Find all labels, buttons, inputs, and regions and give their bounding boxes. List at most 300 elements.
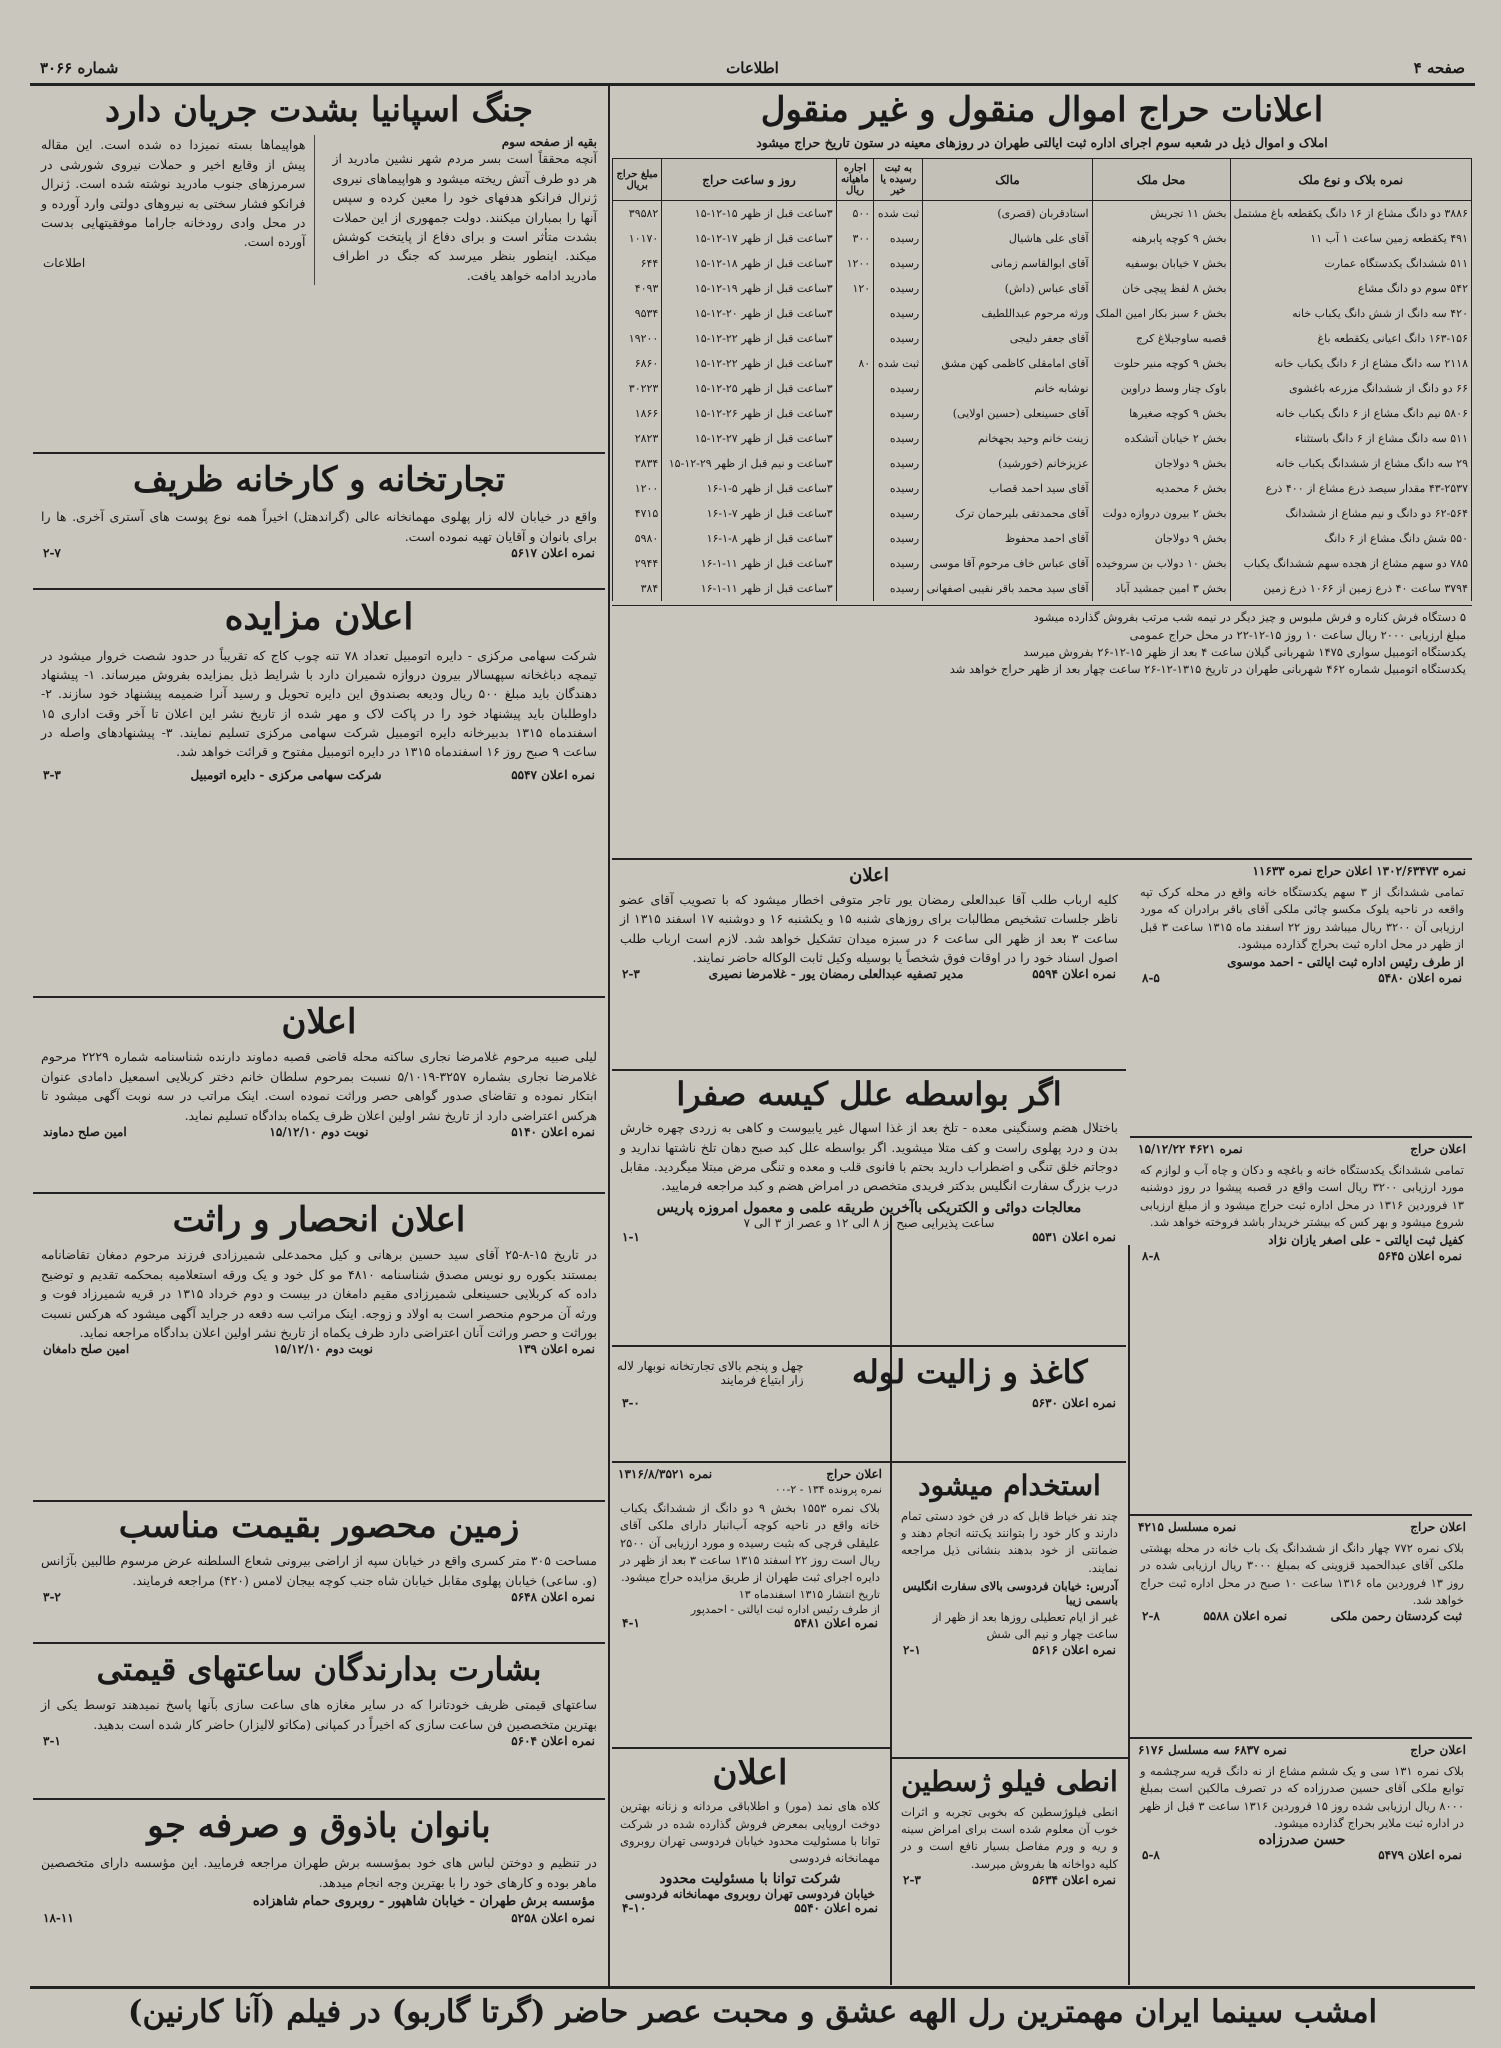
auction-header: اجاره ماهیانه ریال <box>836 159 874 201</box>
auction-cell: رسیده <box>874 301 923 326</box>
issue-number: ۳-۳ <box>43 767 61 782</box>
auction-cell: ۲۸۲۳ <box>613 426 662 451</box>
issue-number: ۵-۸ <box>1142 1848 1160 1862</box>
haraj-mid-date: تاریخ انتشار ۱۳۱۵ اسفندماه ۱۳ <box>738 1588 880 1602</box>
haraj-r3-footer <box>1132 1609 1472 1623</box>
ad-number: نمره اعلان ۵۵۳۱ <box>1032 1229 1116 1244</box>
auction-cell <box>836 526 874 551</box>
auction-cell: ۳۸۳۴ <box>613 451 662 476</box>
tajer-ad <box>33 456 605 586</box>
auction-cell <box>836 301 874 326</box>
auction-cell: ۲۹۴۴ <box>613 551 662 576</box>
auction-cell: ۱۲۰۰ <box>613 476 662 501</box>
column-divider-right <box>1128 1245 1130 1985</box>
auction-cell: آقای سید محمد باقر نقیبی اصفهانی <box>923 576 1092 601</box>
ad-number: نمره اعلان ۵۶۰۴ <box>511 1733 595 1748</box>
auction-cell: آقای ابوالقاسم زمانی <box>923 251 1092 276</box>
rule <box>33 452 605 454</box>
elan1-ad <box>33 1000 605 1190</box>
auction-row <box>613 501 1472 526</box>
safra-clinic: معالجات دوائی و الکتریکی باآخرین طریقه علمی و معمول امروزه پاریس <box>656 1199 1082 1216</box>
auction-cell: رسیده <box>874 251 923 276</box>
ad-number: نمره اعلان ۵۶۴۵ <box>1378 1249 1462 1263</box>
auction-cell: بخش ۹ کوچه منیر حلوت <box>1092 351 1230 376</box>
auction-header: نمره بلاک و نوع ملک <box>1230 159 1471 201</box>
auction-cell: آقای احمد محفوظ <box>923 526 1092 551</box>
rule <box>33 1798 605 1800</box>
auction-cell: عزیزخانم (خورشید) <box>923 451 1092 476</box>
auction-cell: ۵۱۱ ششدانگ یکدستگاه عمارت <box>1230 251 1471 276</box>
auction-rows <box>613 201 1472 602</box>
auction-cell: ۵۴۲ سوم دو دانگ مشاع <box>1230 276 1471 301</box>
paper-name: اطلاعات <box>726 59 779 77</box>
mozayede-ad <box>33 592 605 992</box>
auction-note: ۵ دستگاه فرش کناره و فرش ملبوس و چیز دیگر در نیمه شب مرتب بفروش گذارده میشود <box>1033 610 1466 625</box>
beshart-text: ساعتهای قیمتی ظریف خودتانرا که در سایر مغازه های ساعت سازی بآنها پاسخ نمیدهند توسط یکی از بهترین متخصصین فن ساعت سازی که اخیراً در کمپانی (مکاتو لالیزار) حاضر کار شده است بدهید. <box>41 1697 597 1732</box>
enhesar-footer <box>33 1342 605 1356</box>
elan-tabib-footer <box>612 967 1126 981</box>
ad-number: نمره اعلان ۵۵۴۷ <box>511 767 595 782</box>
auction-cell <box>836 426 874 451</box>
spain-col2: هواپیماها بسته نمیزدا ده شده است. این مقاله پیش از وقایع اخیر و حملات نیروی شورشی در سرمرزهای جنوب مادرید نوشته شده است. ژنرال فرانکو فشار سختی به نیروهای دولتی وارد آورده و در محل وادی رودخانه جاراما موفقیتهایی بدست آورده است. <box>41 137 306 250</box>
haraj-r2-title: اعلان حراج <box>1410 1142 1466 1156</box>
haraj-r1-footer <box>1132 971 1472 985</box>
auction-cell: ۳ساعت قبل از ظهر ۲۶-۱۲-۱۵ <box>662 401 836 426</box>
auction-cell: بخش ۸ لفظ پیچی خان <box>1092 276 1230 301</box>
haraj-r1-text: تمامی ششدانگ از ۳ سهم یکدستگاه خانه واقع در محله کرک تپه واقعه در ناحیه یلوک مکسو چائی ملکی آقای باقر برادران که مورد ارزیابی آن ۳۲۰۰ ریال میباشد روز ۲۲ اسفند ماه ۱۳۱۵ ساعت ۳ قبل از ظهر در محل اداره ثبت بحراج گذارده میشود. <box>1140 885 1464 951</box>
auction-cell: آقای جعفر دلیجی <box>923 326 1092 351</box>
elan1-title: اعلان <box>281 1002 357 1042</box>
issue-number: ۲-۷ <box>43 546 61 561</box>
rule <box>612 1461 1126 1463</box>
elan-tabib-text: کلیه ارباب طلب آقا عبدالعلی رمضان یور تاجر متوفی اخطار میشود که با تصویب آقای عضو ناظر جلسات تشخیص مطالبات برای روزهای شنبه ۱۵ و یکشنبه ۱۶ و دوشنبه ۱۷ اسفند ۱۳۱۵ از ساعت ۳ بعد از ظهر الی ساعت ۶ در سبزه میدان تشکیل خواهد شد. لازم است ارباب طلب اصول اسناد خود را در اوقات فوق شخصاً یا بوسیله وکیل ثابت الوکاله حاضر نمایند. <box>620 891 1119 965</box>
auction-subtitle: املاک و اموال ذیل در شعبه سوم اجرای اداره ثبت ایالتی طهران در روزهای معینه در ستون تاریخ حراج میشود <box>756 135 1328 151</box>
auction-cell: ۳۰۲۲۳ <box>613 376 662 401</box>
auction-cell: ۶۸۶۰ <box>613 351 662 376</box>
ad-number: نمره اعلان ۵۱۴۰ <box>511 1124 595 1139</box>
issue-number: ۴-۱۰ <box>622 1901 647 1916</box>
auction-cell: ۳ساعت و نیم قبل از ظهر ۲۹-۱۲-۱۵ <box>662 451 836 476</box>
auction-row <box>613 326 1472 351</box>
rule <box>33 996 605 998</box>
auction-row <box>613 401 1472 426</box>
auction-cell: بخش ۱۰ دولاب بن سروخیده <box>1092 551 1230 576</box>
auction-cell <box>836 451 874 476</box>
auction-cell: ۶۲-۵۶۴ دو دانگ و نیم مشاع از ششدانگ <box>1230 501 1471 526</box>
haraj-r4-footer <box>1132 1848 1472 1862</box>
auction-cell: رسیده <box>874 401 923 426</box>
beshart-title: بشارت بدارندگان ساعتهای قیمتی <box>96 1650 542 1688</box>
auction-cell: ثبت شده <box>874 201 923 227</box>
issue-label: شماره ۳۰۶۶ <box>40 59 119 77</box>
auction-cell: ۴۷۱۵ <box>613 501 662 526</box>
auction-cell: ۲۱۱۸ سه دانگ مشاع از ۶ دانگ یکباب خانه <box>1230 351 1471 376</box>
auction-header: به ثبت رسیده یا خیر <box>874 159 923 201</box>
haraj-r2-signer: کفیل ثبت ایالتی - علی اصغر یازان نژاد <box>1268 1233 1464 1247</box>
rule <box>612 1747 890 1749</box>
auction-row <box>613 251 1472 276</box>
auction-cell: استادقربان (قصری) <box>923 201 1092 227</box>
haraj-r4-code: نمره ۶۸۳۷ سه مسلسل ۶۱۷۶ <box>1138 1743 1287 1757</box>
haraj-mid-sub: نمره پرونده ۱۳۴ - ۲-۰۰ <box>774 1483 882 1496</box>
haraj-r3-ad <box>1132 1518 1472 1733</box>
auction-cell: ۱۲۰۰ <box>836 251 874 276</box>
auction-row <box>613 376 1472 401</box>
ad-number: نمره اعلان ۵۶۱۶ <box>1032 1643 1116 1658</box>
auction-cell <box>836 501 874 526</box>
tajer-text: واقع در خیابان لاله زار پهلوی مهمانخانه عالی (گراندهتل) اخیراً همه نوع پوست های آستری آخری. ها را برای بانوان و آقایان تهیه نموده است. <box>41 509 597 544</box>
auction-cell: ۱۹۲۰۰ <box>613 326 662 351</box>
auction-cell: رسیده <box>874 326 923 351</box>
issue-number: نوبت دوم ۱۵/۱۲/۱۰ <box>269 1124 369 1139</box>
auction-cell: بخش ۹ کوچه صغیرها <box>1092 401 1230 426</box>
haraj-r2-code: نمره ۴۶۲۱ ۱۵/۱۲/۲۲ <box>1138 1142 1243 1156</box>
auction-row <box>613 551 1472 576</box>
auction-cell: ۳۰۰ <box>836 226 874 251</box>
elan1-footer <box>33 1125 605 1139</box>
auction-cell: ۵۹۸۰ <box>613 526 662 551</box>
auction-cell: ۱۸۶۶ <box>613 401 662 426</box>
rule <box>33 588 605 590</box>
auction-cell: ۵۸۰۶ نیم دانگ مشاع از ۶ دانگ یکباب خانه <box>1230 401 1471 426</box>
auction-cell: آقای سید احمد قصاب <box>923 476 1092 501</box>
auction-notes <box>612 605 1472 678</box>
auction-cell: ۳ساعت قبل از ظهر ۲۲-۱۲-۱۵ <box>662 326 836 351</box>
haraj-mid-signer: از طرف رئیس اداره ثبت ایالتی - احمدپور <box>690 1603 880 1617</box>
haraj-r1-code: نمره ۱۳۰۲/۶۳۴۷۳ اعلان حراج نمره ۱۱۶۳۳ <box>1252 864 1466 878</box>
auction-row <box>613 526 1472 551</box>
ad-number: نمره اعلان ۵۶۱۷ <box>511 546 595 561</box>
haraj-mid-title: اعلان حراج <box>826 1467 882 1481</box>
issue-number: ۳-۰ <box>622 1396 640 1411</box>
auction-cell: بخش ۹ دولاجان <box>1092 451 1230 476</box>
auction-cell: بخش ۱۱ تجریش <box>1092 201 1230 227</box>
elan-tabib-title: اعلان <box>849 865 889 886</box>
rule <box>1130 1514 1472 1516</box>
auction-cell: ۳ساعت قبل از ظهر ۲۵-۱۲-۱۵ <box>662 376 836 401</box>
auction-cell: قصبه ساوجبلاغ کرج <box>1092 326 1230 351</box>
auction-title: اعلانات حراج اموال منقول و غیر منقول <box>760 90 1324 130</box>
page-label: صفحه ۴ <box>1413 59 1465 77</box>
auction-cell: آقای محمدتقی بلیرحمان ترک <box>923 501 1092 526</box>
auction-rule <box>612 858 1472 860</box>
rule <box>1130 1136 1472 1138</box>
auction-cell <box>836 376 874 401</box>
enhesar-title: اعلان انحصار و راثت <box>172 1200 466 1240</box>
auction-cell: ۳۹۵۸۲ <box>613 201 662 227</box>
safra-ad <box>612 1073 1126 1343</box>
haraj-r2-ad <box>1132 1140 1472 1510</box>
haraj-r4-signer: حسن صدرزاده <box>1258 1832 1346 1848</box>
banovan-address: مؤسسه برش طهران - خیابان شاهپور - روبروی حمام شاهزاده <box>252 1894 595 1910</box>
issue-number: ۱۸-۱۱ <box>43 1911 74 1926</box>
banovan-title: بانوان باذوق و صرفه جو <box>147 1806 491 1846</box>
elan-kolah-title: اعلان <box>712 1753 788 1793</box>
spain-footer: اطلاعات <box>43 255 86 270</box>
filo-text: انطی فیلوژسطین که بخوبی تجربه و اثرات خوب آن معلوم شده است برای امراض سینه و ریه و ورم مفاصل بسیار نافع است و در کلیه دواخانه ها بفروش میرسد. <box>901 1804 1118 1871</box>
auction-cell: ۶۴۴ <box>613 251 662 276</box>
auction-cell: ۵۱۱ سه دانگ مشاع از ۶ دانگ باستثناء <box>1230 426 1471 451</box>
safra-title: اگر بواسطه علل کیسه صفرا <box>676 1075 1062 1113</box>
auction-cell: ۷۸۵ دو سهم مشاع از هجده سهم ششدانگ یکباب <box>1230 551 1471 576</box>
auction-cell: ۴۳-۲۵۳۷ مقدار سیصد ذرع مشاع از ۴۰۰ ذرع <box>1230 476 1471 501</box>
auction-cell <box>836 551 874 576</box>
mozayede-footer <box>33 768 605 782</box>
signer: ثبت کردستان رحمن ملکی <box>1330 1609 1462 1623</box>
issue-number: ۲-۳ <box>903 1872 921 1887</box>
ad-number: نمره اعلان ۵۴۷۹ <box>1378 1848 1462 1862</box>
auction-cell <box>836 476 874 501</box>
spain-col1: آنچه محققاً است بسر مردم شهر نشین مادرید از هر دو طرف آتش ریخته میشود و هواپیماهای نیروی ژنرال فرانکو هدفهای خود را معین کرده و سپس آنها را بمباران میکنند. دولت جمهوری از این حملات بشدت متأثر است و برای دفاع از پایتخت کوشش میکند. اینطور بنظر میرسد که جنگ در اطراف مادرید ادامه خواهد یافت. <box>332 151 597 283</box>
auction-row <box>613 351 1472 376</box>
haraj-mid-code: نمره ۱۳۱۶/۸/۳۵۲۱ <box>618 1467 713 1481</box>
haraj-r3-title: اعلان حراج <box>1410 1520 1466 1534</box>
beshart-ad <box>33 1646 605 1796</box>
auction-cell: ۳ساعت قبل از ظهر ۷-۱-۱۶ <box>662 501 836 526</box>
auction-note: مبلغ ارزیابی ۲۰۰۰ ریال ساعت ۱۰ روز ۱۵-۱۲-۲۲ در محل حراج عمومی <box>1129 627 1466 642</box>
issue-number: ۲-۸ <box>1142 1609 1160 1623</box>
mozayede-text: شرکت سهامی مرکزی - دایره اتومبیل تعداد ۷۸ تنه چوب کاج که تقریباً در حدود شصت خروار میشود در تیمچه دباغخانه سپهسالار بیرون دروازه شمیران دارد با شرایط ذیل بمزایده بفروش میرساند. ۱- پیشنهاد دهندگان باید مبلغ ۵۰۰ ریال ودیعه بصندوق این دایره تحویل و رسید آنرا ضمیمه پیشنهاد خود سازند. ۲- داوطلبان باید پیشنهاد خود را در پاکت لاک و مهر شده از تاریخ نشر این اعلان تا آخر وقت اداری ۱۵ اسفندماه ۱۳۱۵ بدبیرخانه دایره اتومبیل شرکت سهامی مرکزی تسلیم نمایند. ۳- پیشنهادهای واصله در ساعت ۹ صبح روز ۱۶ اسفندماه ۱۳۱۵ در دایره اتومبیل مفتوح و قرائت خواهد شد. <box>41 647 597 760</box>
auction-cell: رسیده <box>874 576 923 601</box>
auction-cell: رسیده <box>874 476 923 501</box>
issue-number: نوبت دوم ۱۵/۱۲/۱۰ <box>273 1342 373 1357</box>
auction-cell: آقای علی هاشیال <box>923 226 1092 251</box>
ad-number: نمره اعلان ۵۴۸۱ <box>794 1616 878 1631</box>
enhesar-ad <box>33 1196 605 1496</box>
auction-header: مالک <box>923 159 1092 201</box>
auction-cell: ثبت شده <box>874 351 923 376</box>
ad-number: نمره اعلان ۵۶۴۸ <box>511 1590 595 1605</box>
auction-cell: ۳ساعت قبل از ظهر ۱۱-۱-۱۶ <box>662 551 836 576</box>
auction-cell: ۳ساعت قبل از ظهر ۱۷-۱۲-۱۵ <box>662 226 836 251</box>
ad-number: نمره اعلان ۵۴۸۰ <box>1378 971 1462 985</box>
auction-cell: آقای عباس (داش) <box>923 276 1092 301</box>
auction-row <box>613 201 1472 227</box>
auction-header: مبلغ حراج بریال <box>613 159 662 201</box>
issue-number: ۴-۱ <box>622 1616 640 1631</box>
masthead-rule <box>30 83 1475 86</box>
spain-title: جنگ اسپانیا بشدت جریان دارد <box>104 90 534 130</box>
auction-cell: ۱۰۱۷۰ <box>613 226 662 251</box>
auction-cell: بخش ۳ امین جمشید آباد <box>1092 576 1230 601</box>
filo-ad <box>893 1761 1126 1981</box>
auction-cell: ۳ساعت قبل از ظهر ۲۲-۱۲-۱۵ <box>662 351 836 376</box>
haraj-mid-footer <box>612 1616 888 1630</box>
haraj-r1-signer: از طرف رئیس اداره ثبت ایالتی - احمد موسوی <box>1227 955 1464 969</box>
issue-number: ۳-۲ <box>43 1590 61 1605</box>
auction-cell: باوک چنار وسط دراوین <box>1092 376 1230 401</box>
auction-cell: رسیده <box>874 276 923 301</box>
zamin-footer <box>33 1590 605 1604</box>
haraj-mid-ad <box>612 1465 888 1745</box>
zamin-text: مساحت ۳۰۵ متر کسری واقع در خیابان سپه از اراضی بیرونی شعاع السلطنه عرض مرسوم طالبین بآژانس (و. ساعی) خیابان پهلوی مقابل خیابان شاه جنب کوچه بیجان لامس (۴۲۰) مراجعه فرمایند. <box>41 1553 597 1588</box>
signer: شرکت سهامی مرکزی - دایره اتومبیل <box>190 767 382 782</box>
haraj-r4-title: اعلان حراج <box>1410 1743 1466 1757</box>
rule <box>33 1500 605 1502</box>
auction-note: یکدستگاه اتومبیل شماره ۴۶۲ شهربانی طهران در تاریخ ۱۳۱۵-۱۲-۲۶ ساعت چهار بعد از ظهر حراج خواهد شد <box>949 662 1466 677</box>
auction-cell: بخش ۹ دولاجان <box>1092 526 1230 551</box>
auction-row <box>613 276 1472 301</box>
elan-kolah-ad <box>612 1751 888 1981</box>
signer: مدیر تصفیه عبدالعلی رمضان یور - غلامرضا نصیری <box>708 967 964 982</box>
auction-row <box>613 301 1472 326</box>
auction-cell: رسیده <box>874 451 923 476</box>
auction-row <box>613 576 1472 601</box>
banovan-footer <box>33 1911 605 1925</box>
tajer-footer <box>33 546 605 560</box>
estekhdam-footer <box>893 1643 1126 1657</box>
auction-note: یکدستگاه اتومبیل سواری ۱۴۷۵ شهربانی گیلان ساعت ۴ بعد از ظهر ۱۵-۱۲-۲۶ بفروش میرسد <box>1023 644 1466 659</box>
elan1-text: لیلی صبیه مرحوم غلامرضا نجاری ساکنه محله قاضی قصبه دماوند دارنده شناسنامه شماره ۲۲۲۹ مرحوم غلامرضا نجاری بشماره ۳۲۵۷-۵/۱۰۱۹ نسبت بمرحوم سلطان خانم دختر کربلایی اسمعیل دامادی عنوان ابتکار نموده و تقاضای صدور گواهی حصر وراثت نموده است. اینک مراتب در سه نوبت آگهی میشود تا هرکس اعتراضی دارد از تاریخ نشر اولین اعلان ظرف یکماه بدادگاه تسلیم نماید. <box>41 1049 597 1123</box>
auction-cell: زینت خانم وحید بجهخانم <box>923 426 1092 451</box>
auction-cell: ۳ساعت قبل از ظهر ۱۹-۱۲-۱۵ <box>662 276 836 301</box>
auction-cell: رسیده <box>874 501 923 526</box>
rule <box>33 1642 605 1644</box>
auction-table <box>612 158 1472 601</box>
haraj-r4-text: بلاک نمره ۱۳۱ سی و یک ششم مشاع از نه دانگ قریه سرچشمه و توابع ملکی آقای حسین صدرزاده که در تصرف مالکین است بمبلغ ۸۰۰۰ ریال ارزیابی شده روز ۱۵ فروردین ۱۳۱۶ ساعت ۳ قبل از ظهر در اداره ثبت ملایر بحراج گذارده میشود. <box>1140 1764 1465 1830</box>
auction-cell: ۳ساعت قبل از ظهر ۲۷-۱۲-۱۵ <box>662 426 836 451</box>
mozayede-title: اعلان مزایده <box>224 596 414 638</box>
kaghaz-ad <box>612 1349 1126 1459</box>
auction-cell: ۵۵۰ شش دانگ مشاع از ۶ دانگ <box>1230 526 1471 551</box>
bottom-rule <box>30 1986 1475 1989</box>
auction-cell: ورثه مرحوم عبداللطیف <box>923 301 1092 326</box>
auction-cell: بخش ۶ سبز بکار امین الملک <box>1092 301 1230 326</box>
auction-row <box>613 451 1472 476</box>
estekhdam-address: آدرس: خیابان فردوسی بالای سفارت انگلیس باسمی زیبا <box>902 1578 1118 1607</box>
ad-number: نمره اعلان ۵۶۳۴ <box>1032 1872 1116 1887</box>
auction-cell: بخش ۲ خیابان آتشکده <box>1092 426 1230 451</box>
spain-ref: بقیه از صفحه سوم <box>501 135 597 150</box>
banovan-ad <box>33 1802 605 1982</box>
cinema-banner: امشب سینما ایران مهمترین رل الهه عشق و محبت عصر حاضر (گرتا گاربو) در فیلم (آنا کارنین) <box>127 1994 1378 2030</box>
zamin-ad <box>33 1504 605 1639</box>
rule <box>1130 1737 1472 1739</box>
auction-cell: ۸۰ <box>836 351 874 376</box>
auction-cell: ۳ساعت قبل از ظهر ۲۰-۱۲-۱۵ <box>662 301 836 326</box>
auction-cell: رسیده <box>874 426 923 451</box>
rule <box>612 1345 1126 1347</box>
auction-cell: ۶۶ دو دانگ از ششدانگ مزرعه باغشوی <box>1230 376 1471 401</box>
safra-footer <box>612 1230 1126 1244</box>
ad-number: نمره اعلان ۱۳۹ <box>517 1342 595 1357</box>
signer: امین صلح دماوند <box>43 1124 127 1139</box>
auction-cell: ۳ساعت قبل از ظهر ۱۵-۱۲-۱۵ <box>662 201 836 227</box>
elan-kolah-footer <box>612 1901 888 1915</box>
estekhdam-ad <box>893 1465 1126 1755</box>
issue-number: ۱-۱ <box>622 1229 640 1244</box>
haraj-r3-text: بلاک نمره ۷۷۲ چهار دانگ از ششدانگ یک باب خانه در محله بهشتی ملکی آقای عبدالحمید قزوینی که بمبلغ ۳۰۰۰ ریال ارزیابی شده در روز ۱۳ فروردین ماه ۱۳۱۶ ساعت ۱۰ صبح در محل اداره ثبت حراج خواهد شد. <box>1140 1541 1464 1607</box>
auction-cell: بخش ۹ کوچه پابرهنه <box>1092 226 1230 251</box>
auction-cell: رسیده <box>874 551 923 576</box>
auction-cell: ۳ساعت قبل از ظهر ۱۸-۱۲-۱۵ <box>662 251 836 276</box>
auction-header: روز و ساعت حراج <box>662 159 836 201</box>
auction-cell: ۹۵۳۴ <box>613 301 662 326</box>
ad-number: نمره اعلان ۵۲۵۸ <box>511 1911 595 1926</box>
ad-number: نمره اعلان ۵۵۸۸ <box>1203 1609 1288 1623</box>
auction-cell: ۱۲۰ <box>836 276 874 301</box>
filo-footer <box>893 1873 1126 1887</box>
auction-cell: رسیده <box>874 526 923 551</box>
elan-kolah-company: شرکت توانا با مسئولیت محدود <box>659 1871 841 1888</box>
auction-cell: نوشابه خانم <box>923 376 1092 401</box>
haraj-r2-footer <box>1132 1249 1472 1263</box>
auction-cell: ۳ساعت قبل از ظهر ۵-۱-۱۶ <box>662 476 836 501</box>
issue-number: ۲-۳ <box>622 967 640 982</box>
auction-row <box>613 426 1472 451</box>
auction-section <box>612 88 1472 858</box>
auction-cell: ۴۹۱ یکقطعه زمین ساعت ۱ آب ۱۱ <box>1230 226 1471 251</box>
issue-number: ۸-۸ <box>1142 1249 1160 1263</box>
banovan-text: در تنظیم و دوختن لباس های خود بمؤسسه برش طهران مراجعه فرمایید. این مؤسسه دارای متخصصین ماهر بوده و کارهای خود را با بهترین وجه انجام میدهد. <box>41 1855 597 1890</box>
column-divider-left <box>608 86 610 1986</box>
auction-cell: ۴۰۹۳ <box>613 276 662 301</box>
rule <box>892 1757 1128 1759</box>
auction-cell: آقای حسینعلی (حسین اولایی) <box>923 401 1092 426</box>
kaghaz-title: کاغذ و زالیت لوله <box>851 1353 1088 1391</box>
ad-number: نمره اعلان ۵۵۹۴ <box>1032 967 1116 982</box>
haraj-r3-code: نمره مسلسل ۴۲۱۵ <box>1138 1520 1237 1534</box>
spain-article <box>33 88 605 448</box>
beshart-footer <box>33 1734 605 1748</box>
haraj-r2-text: تمامی ششدانگ یکدستگاه خانه و باغچه و دکان و چاه آب و لوازم که مورد ارزیابی ۳۲۰۰ ریال است واقع در قصبه پیشوا در روز دوشنبه ۱۳ فروردین ۱۳۱۶ در محل اداره ثبت حراج میشود و از مبلغ ارزیابی شروع میشود و بهر کس که بیشتر خریدار باشد فروخته خواهد شد. <box>1140 1163 1464 1229</box>
elan-kolah-text: کلاه های نمد (مور) و اطلاباقی مردانه و زنانه بهترین دوخت اروپایی بمعرض فروش گذارده شده در شرکت توانا با مسئولیت محدود خیابان فردوسی تهران روبروی مهمانخانه فردوسی <box>620 1799 880 1866</box>
elan-kolah-address: خیابان فردوسی تهران روبروی مهمانخانه فردوسی <box>625 1887 875 1902</box>
auction-row <box>613 476 1472 501</box>
estekhdam-hours: غیر از ایام تعطیلی روزها بعد از ظهر از ساعت چهار و نیم الی شش <box>932 1609 1118 1642</box>
safra-hours: ساعت پذیرایی صبح از ۸ الی ۱۲ و عصر از ۳ الی ۷ <box>743 1215 995 1230</box>
auction-cell: بخش ۲ بیرون دروازه دولت <box>1092 501 1230 526</box>
auction-row <box>613 226 1472 251</box>
tajer-title: تجارتخانه و کارخانه ظریف <box>132 460 506 500</box>
auction-cell: ۳۸۸۶ دو دانگ مشاع از ۱۶ دانگ یکقطعه باغ مشتمل <box>1230 201 1471 227</box>
issue-number: ۸-۵ <box>1142 971 1160 985</box>
auction-cell: ۴۲۰ سه دانگ از شش دانگ یکباب خانه <box>1230 301 1471 326</box>
estekhdam-title: استخدام میشود <box>918 1469 1101 1502</box>
filo-title: انطی فیلو ژسطین <box>901 1765 1118 1798</box>
haraj-r4-ad <box>1132 1741 1472 1981</box>
masthead <box>30 55 1475 81</box>
estekhdam-text: چند نفر خیاط قابل که در فن خود دستی تمام دارند و کار خود را بتوانند یک‌تنه انجام دهند و ضمانتی از خود بدهند بنشانی ذیل مراجعه نمایند. <box>901 1508 1118 1575</box>
issue-number: ۳-۱ <box>43 1733 61 1748</box>
issue-number: ۲-۱ <box>903 1643 921 1658</box>
auction-cell: آقای امامقلی کاظمی کهن مشق <box>923 351 1092 376</box>
enhesar-text: در تاریخ ۱۵-۸-۲۵ آقای سید حسین برهانی و کیل محمدعلی شمیرزادی فرزند مرحوم دمغان تقاضانامه بمستند بکوره رو نویس مصدق شناسنامه ۴۸۱۰ مو کل خود و یک ورقه استعلامیه بمحکمه تقدیم و توضیح داده که کربلایی حسینعلی شمیرزادی مقیم دامغان در بیست و دوم خرداد ۱۳۱۵ در قریه شمیرزاد فوت و ورثه آن مرحوم منحصر است به اولاد و زوجه. اینک مراتب سه دفعه در جراید آگهی میشود که هرکس نسبت بوراثت و حصر وراثت آنان اعتراضی دارد ظرف یکماه از تاریخ نشر اولین اعلان بدادگاه مراجعه نماید. <box>41 1247 598 1340</box>
safra-text: باختلال هضم وسنگینی معده - تلخ بعد از غذا اسهال غیر یابیوست و کاهی به زردی چهره خارش بدن و درد پهلوی راست و کف متلا میشوید. اگر بواسطه علل کبد صبح دهان تلخ ناشتها ندارید و دوجاتم خلق تنگی و اضطراب دارید بحتم با فانوی قلب و معده و تنگی مرض مبتلا میگردید. مقابل درب بزرگ سفارت انگلیس بدکتر فریدی متخصص در امراض هضم و کبد مراجعه فرمایید. <box>620 1120 1118 1194</box>
haraj-mid-text: بلاک نمره ۱۵۵۳ بخش ۹ دو دانگ از ششدانگ یکباب خانه واقع در ناحیه کوچه آب‌انبار دارای ملکی آقای علیقلی قرچی که بثبت رسیده و مورد ارزیابی آن ۲۵۰۰ ریال است روز ۲۲ اسفند ۱۳۱۵ ساعت ۳ بعد از ظهر در دایره اجرای ثبت طهران از طریق مزایده حراج میشود. <box>620 1501 881 1584</box>
ad-number: نمره اعلان ۵۶۳۰ <box>1032 1396 1116 1411</box>
rule <box>612 1069 1126 1071</box>
ad-number: نمره اعلان ۵۵۴۰ <box>794 1901 878 1916</box>
haraj-r1-ad <box>1132 862 1472 1132</box>
elan-tabib-ad <box>612 862 1126 1067</box>
auction-cell: ۱۶۳-۱۵۶ دانگ اعیانی یکقطعه باغ <box>1230 326 1471 351</box>
auction-header: محل ملک <box>1092 159 1230 201</box>
auction-cell: رسیده <box>874 376 923 401</box>
auction-cell: بخش ۷ خیابان بوسفیه <box>1092 251 1230 276</box>
rule <box>33 1192 605 1194</box>
kaghaz-footer <box>612 1396 1126 1410</box>
auction-cell: آقای عباس خاف مرحوم آقا موسی <box>923 551 1092 576</box>
auction-cell <box>836 401 874 426</box>
auction-cell: ۳۷۹۴ ساعت ۴۰ ذرع زمین از ۱۰۶۶ ذرع زمین <box>1230 576 1471 601</box>
auction-cell: ۵۰۰ <box>836 201 874 227</box>
auction-cell: ۳ساعت قبل از ظهر ۸-۱-۱۶ <box>662 526 836 551</box>
auction-cell: ۳ساعت قبل از ظهر ۱۱-۱-۱۶ <box>662 576 836 601</box>
auction-cell <box>836 326 874 351</box>
zamin-title: زمین محصور بقیمت مناسب <box>118 1506 520 1546</box>
auction-cell: ۳۸۴ <box>613 576 662 601</box>
